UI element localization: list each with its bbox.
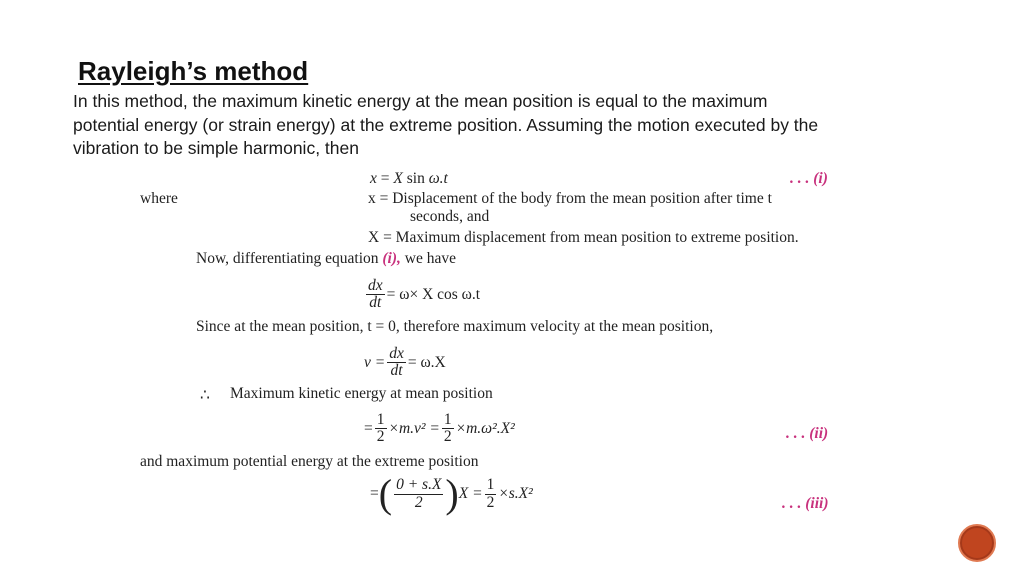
slide-title: Rayleigh’s method: [78, 56, 309, 86]
equation-i: x = X sin ω.t: [370, 170, 448, 187]
max-ke-label: Maximum kinetic energy at mean position: [230, 385, 493, 402]
therefore-symbol: ∴: [200, 387, 210, 404]
where-label: where: [140, 190, 178, 207]
intro-line: potential energy (or strain energy) at the extreme position. Assuming the motion executed by the: [73, 114, 819, 135]
equation-v: v = $\frac{dx}{dt}$ = ω.X: [364, 345, 446, 380]
definition-X: X = Maximum displacement from mean position to extreme position.: [368, 229, 799, 246]
intro-line: vibration to be simple harmonic, then: [73, 138, 359, 158]
equation-tag-ii: . . . (ii): [786, 425, 829, 442]
definition-x: x = Displacement of the body from the mean position after time t: [368, 190, 772, 207]
since-line: Since at the mean position, t = 0, therefore maximum velocity at the mean position,: [196, 318, 714, 335]
equation-dxdt: $\frac{dx}{dt}$ = ω× X cos ω.t: [368, 277, 481, 312]
differentiating-line: Now, differentiating equation (i), we have: [196, 250, 456, 267]
definition-x-cont: seconds, and: [410, 208, 490, 225]
equation-tag-iii: . . . (iii): [782, 495, 829, 512]
equation-tag-i: . . . (i): [790, 170, 828, 187]
equation-pe: = ( $\frac{0 + s.X}{2}$ ) X = $\frac{1}{2}$ ×s.X²: [370, 471, 533, 516]
max-pe-label: and maximum potential energy at the extreme position: [140, 453, 479, 470]
intro-line: In this method, the maximum kinetic energy at the mean position is equal to the maximum: [73, 91, 768, 111]
equation-ke: = $\frac{1}{2}$ ×m.v² = $\frac{1}{2}$ ×m.ω².X²: [364, 411, 515, 446]
slide-nav-button[interactable]: [958, 524, 996, 562]
